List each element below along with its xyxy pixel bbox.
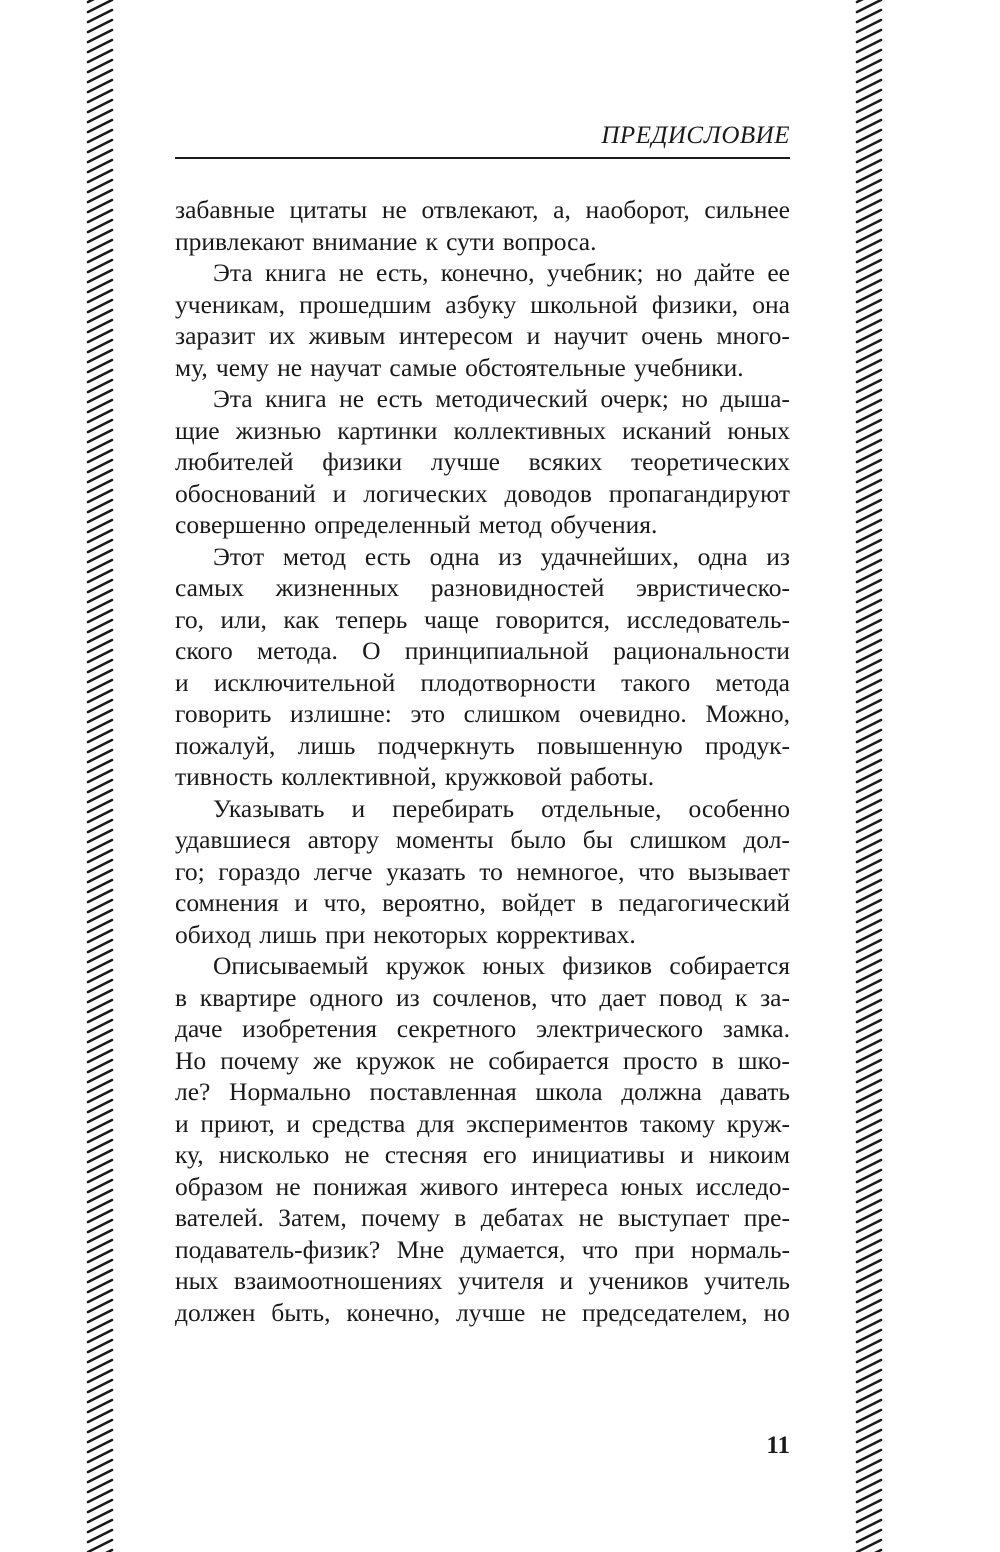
text-line: го; гораздо легче указать то немногое, что вызывает [175,856,790,886]
text-line: удавшиеся автору моменты было бы слишком дол- [175,825,790,854]
decorative-border-left [86,0,114,1552]
text-line: привлекают внимание к сути вопроса. [175,226,597,256]
text-line: говорить излишне: это слишком очевидно. Можно, [175,699,790,728]
text-line: ученикам, прошедшим азбуку школьной физики, она [175,289,790,319]
text-line: Этот метод есть одна из удачнейших, одна из [213,541,790,571]
text-line: Эта книга не есть методический очерк; но дыша- [213,384,790,413]
text-line: и приют, и средства для экспериментов такому круж- [175,1108,790,1138]
page-number: 11 [766,1432,790,1459]
text-line: должен быть, конечно, лучше не председателем, но [175,1297,790,1327]
text-line: обоснований и логических доводов пропагандируют [175,478,790,508]
body-text [175,194,790,1328]
text-line: ле? Нормально поставленная школа должна давать [175,1077,790,1106]
text-line: вателей. Затем, почему в дебатах не выступает пре- [175,1203,790,1232]
text-line: образом не понижая живого интереса юных исследо- [175,1171,790,1201]
text-line: Но почему же кружок не собирается просто в шко- [175,1045,790,1075]
running-head: ПРЕДИСЛОВИЕ [601,122,790,149]
text-line: сомнения и что, вероятно, войдет в педагогический [175,888,790,917]
decorative-border-right [855,0,883,1552]
text-line: ных взаимоотношениях учителя и учеников учитель [175,1266,790,1295]
text-line: му, чему не научат самые обстоятельные учебники. [175,352,744,382]
text-line: Эта книга не есть, конечно, учебник; но дайте ее [213,258,790,287]
text-line: подаватель-физик? Мне думается, что при нормаль- [175,1234,790,1264]
text-line: Указывать и перебирать отдельные, особенно [213,793,790,823]
text-line: любителей физики лучше всяких теоретических [175,447,790,476]
text-line: даче изобретения секретного электрического замка. [175,1014,790,1043]
text-line: го, или, как теперь чаще говорится, исследователь- [175,604,790,634]
text-line: щие жизнью картинки коллективных исканий юных [175,415,790,445]
text-line: и исключительной плодотворности такого метода [175,667,790,697]
text-line: ского метода. О принципиальной рациональности [175,636,790,665]
text-line: обиход лишь при некоторых коррективах. [175,919,636,949]
text-line: совершенно определенный метод обучения. [175,510,658,539]
text-line: тивность коллективной, кружковой работы. [175,762,655,791]
text-line: заразит их живым интересом и научит очень много- [175,321,790,350]
text-line: забавные цитаты не отвлекают, а, наоборот, сильнее [175,195,790,224]
header-rule [175,157,790,159]
text-line: в квартире одного из сочленов, что дает повод к за- [175,982,790,1012]
text-line: ку, нисколько не стесняя его инициативы и никоим [175,1140,790,1169]
text-line: Описываемый кружок юных физиков собирается [213,951,790,980]
text-line: самых жизненных разновидностей эвристическо- [175,573,790,602]
text-line: пожалуй, лишь подчеркнуть повышенную продук- [175,730,790,760]
